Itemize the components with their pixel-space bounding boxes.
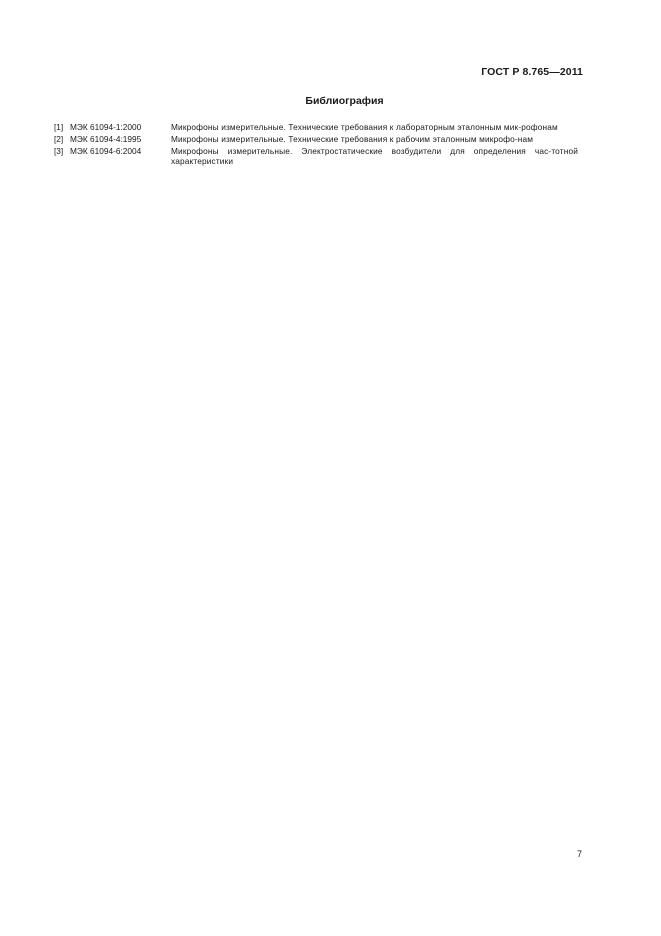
page-number: 7 bbox=[576, 849, 582, 859]
entry-title: Микрофоны измерительные. Электростатические возбудители для определения час-тотной характеристики bbox=[171, 146, 578, 166]
entry-title: Микрофоны измерительные. Технические требования к рабочим эталонным микрофо-нам bbox=[171, 134, 534, 144]
bibliography-list bbox=[54, 122, 578, 168]
entry-title: Микрофоны измерительные. Технические требования к лабораторным эталонным мик-рофонам bbox=[171, 122, 558, 132]
entry-number: [3] bbox=[54, 146, 64, 156]
entry-standard: МЭК 61094-6:2004 bbox=[70, 146, 142, 156]
bibliography-entry bbox=[54, 122, 578, 132]
bibliography-title: Библиография bbox=[305, 95, 384, 107]
entry-number: [2] bbox=[54, 134, 64, 144]
bibliography-entry bbox=[54, 134, 578, 144]
entry-standard: МЭК 61094-1:2000 bbox=[70, 122, 142, 132]
entry-standard: МЭК 61094-4:1995 bbox=[70, 134, 142, 144]
bibliography-entry bbox=[54, 146, 578, 166]
entry-number: [1] bbox=[54, 122, 64, 132]
document-code: ГОСТ Р 8.765—2011 bbox=[481, 66, 583, 78]
